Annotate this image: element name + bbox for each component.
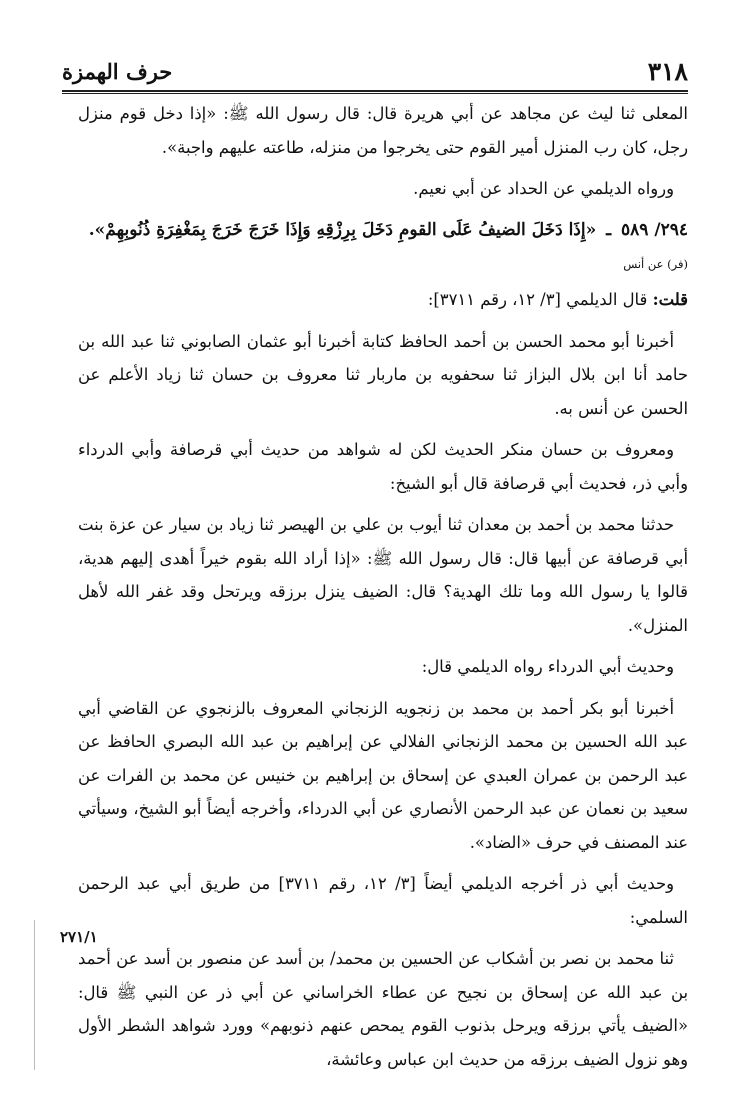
paragraph: أخبرنا أبو محمد الحسن بن أحمد الحافظ كتابة أخبرنا أبو عثمان الصابوني ثنا عبد الله بن حامد أنا ابن بلال البزاز ثنا سحفويه بن ماربار ثنا معروف بن حسان ثنا زياد الأعلم عن الحسن عن أنس به. <box>78 331 688 418</box>
paragraph: حدثنا محمد بن أحمد بن معدان ثنا أيوب بن علي بن الهيصر ثنا زياد بن سيار عن عزة بنت أبي قرصافة عن أبيها قال: قال رسول الله ﷺ: «إذا أراد الله بقوم خيراً أهدى إليهم هدية، قالوا يا رسول الله وما تلك الهدية؟ قال: الضيف ينزل برزقه ويرتحل وقد غفر الله لأهل المنزل». <box>78 515 688 635</box>
paragraph: ورواه الديلمي عن الحداد عن أبي نعيم. <box>413 179 674 198</box>
header-rule-thin <box>62 93 688 94</box>
margin-rule <box>34 920 35 1070</box>
hadith-text: «إِذَا دَخَلَ الضيفُ عَلَى القومِ دَخَلَ بِرِزْقِهِ وَإِذَا خَرَجَ خَرَجَ بِمَغْفِرَةِ ذُنُوبِهِمْ». <box>88 219 597 240</box>
page-number: ٣١٨ <box>647 56 688 86</box>
header-rule <box>62 90 688 92</box>
chapter-title: حرف الهمزة <box>62 58 173 84</box>
hadith-source: (فر) عن أنس <box>623 257 688 271</box>
page-body <box>78 97 688 1084</box>
paragraph: وحديث أبي ذر أخرجه الديلمي أيضاً [٣/ ١٢، رقم ٣٧١١] من طريق أبي عبد الرحمن السلمي: <box>78 874 688 927</box>
paragraph: أخبرنا أبو بكر أحمد بن محمد بن زنجويه الزنجاني المعروف بالزنجوي عن القاضي أبي عبد الله الحسين بن محمد الزنجاني الفلالي عن إبراهيم بن عبد الله البصري الحافظ عن عبد الرحمن بن عمران العبدي عن إسحاق بن إبراهيم بن خنيس عن محمد بن الفرات عن سعيد بن نعمان عن عبد الرحمن الأنصاري عن أبي الدرداء، وأخرجه أيضاً أبو الشيخ، وسيأتي عند المصنف في حرف «الضاد». <box>78 698 688 852</box>
qultu-text: قال الديلمي [٣/ ١٢، رقم ٣٧١١]: <box>427 290 648 309</box>
hadith-dash: ـ <box>606 219 612 240</box>
hadith-entry <box>78 214 688 248</box>
paragraph: ومعروف بن حسان منكر الحديث لكن له شواهد من حديث أبي قرصافة وأبي الدرداء وأبي ذر، فحديث أبي قرصافة قال أبو الشيخ: <box>78 440 688 493</box>
hadith-number: ٢٩٤/ ٥٨٩ <box>621 219 688 240</box>
qultu-line <box>78 283 688 317</box>
page-header <box>62 52 688 90</box>
margin-page-reference: ٢٧١/١ <box>60 928 98 946</box>
paragraph: ثنا محمد بن نصر بن أشكاب عن الحسين بن محمد/ بن أسد عن منصور بن أسد عن أحمد بن عبد الله عن إسحاق بن نجيح عن عطاء الخراساني عن أبي ذر عن النبي ﷺ قال: «الضيف يأتي برزقه ويرحل بذنوب القوم يمحص عنهم ذنوبهم» وورد شواهد الشطر الأول وهو نزول الضيف برزقه من حديث ابن عباس وعائشة، <box>78 949 688 1069</box>
qultu-label: قلت: <box>652 290 688 309</box>
paragraph: وحديث أبي الدرداء رواه الديلمي قال: <box>421 657 674 676</box>
paragraph: المعلى ثنا ليث عن مجاهد عن أبي هريرة قال: قال رسول الله ﷺ: «إذا دخل قوم منزل رجل، كان رب المنزل أمير القوم حتى يخرجوا من منزله، طاعته عليهم واجبة». <box>78 104 688 157</box>
